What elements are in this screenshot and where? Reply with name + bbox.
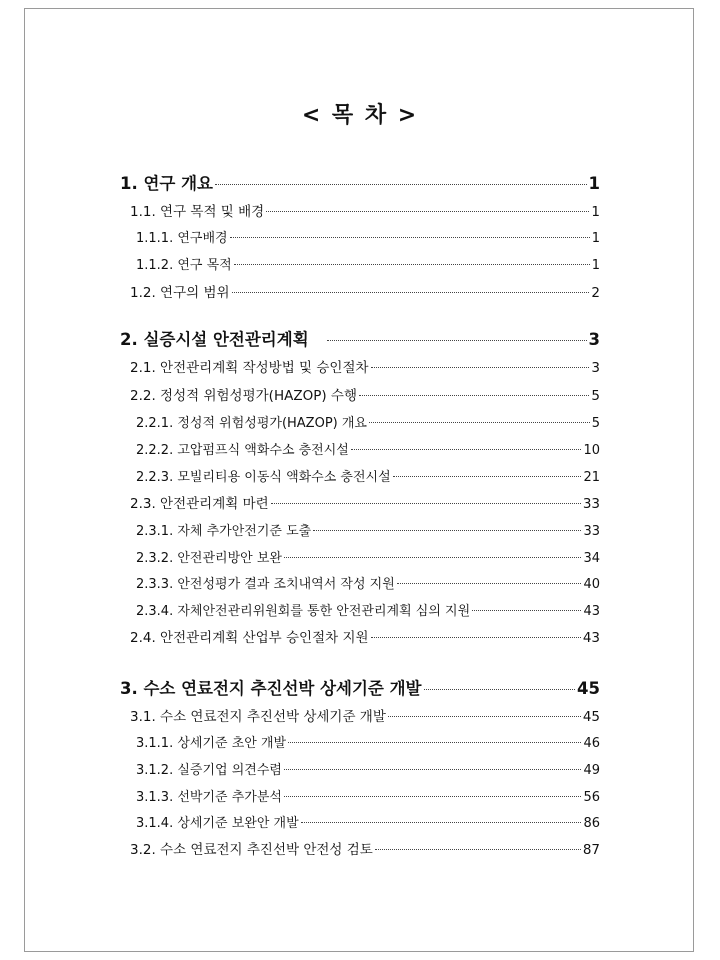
toc-entry-page: 3 <box>591 360 600 376</box>
toc-entry-3[interactable] <box>0 675 720 699</box>
toc-entry-label: 2.3.2. 안전관리방안 보완 <box>136 551 282 566</box>
toc-entry-label: 3.1.4. 상세기준 보완안 개발 <box>136 816 299 831</box>
dot-leader <box>215 184 587 185</box>
toc-entry-1-1[interactable] <box>0 200 720 220</box>
toc-entry-page: 43 <box>583 604 600 619</box>
toc-entry-label: 2.2. 정성적 위험성평가(HAZOP) 수행 <box>130 388 357 404</box>
toc-entry-1-1-2[interactable] <box>0 254 720 273</box>
toc-entry-label: 2.2.1. 정성적 위험성평가(HAZOP) 개요 <box>136 416 367 431</box>
toc-entry-page: 1 <box>591 231 600 246</box>
toc-entry-label: 3. 수소 연료전지 추진선박 상세기준 개발 <box>120 679 422 698</box>
toc-entry-label: 2.3. 안전관리계획 마련 <box>130 496 269 512</box>
dot-leader <box>369 422 590 423</box>
dot-leader <box>375 849 581 850</box>
toc-entry-2-3-2[interactable] <box>0 547 720 566</box>
dot-leader <box>266 211 589 212</box>
toc-entry-1-2[interactable] <box>0 281 720 301</box>
toc-entry-label: 1.1.2. 연구 목적 <box>136 258 232 273</box>
toc-entry-page: 5 <box>591 388 600 404</box>
toc-entry-label: 3.1.3. 선박기준 추가분석 <box>136 790 282 805</box>
toc-entry-page: 49 <box>583 763 600 778</box>
dot-leader <box>284 557 582 558</box>
toc-entry-page: 1 <box>588 174 600 193</box>
dot-leader <box>424 689 576 690</box>
toc-entry-label: 2.3.4. 자체안전관리위원회를 통한 안전관리계획 심의 지원 <box>136 604 471 619</box>
toc-entry-3-1-3[interactable] <box>0 786 720 805</box>
toc-entry-page: 87 <box>582 842 600 858</box>
dot-leader <box>472 610 581 611</box>
toc-entry-page: 3 <box>588 330 600 349</box>
dot-leader <box>397 583 582 584</box>
toc-entry-label: 2. 실증시설 안전관리계획 <box>120 330 309 349</box>
toc-entry-page: 40 <box>583 577 600 592</box>
toc-entry-label: 3.1.2. 실증기업 의견수렴 <box>136 763 282 778</box>
dot-leader <box>327 340 587 341</box>
toc-entry-label: 1.2. 연구의 범위 <box>130 285 230 301</box>
toc-entry-label: 1.1.1. 연구배경 <box>136 231 228 246</box>
dot-leader <box>371 367 590 368</box>
toc-entry-3-2[interactable] <box>0 838 720 858</box>
toc-entry-page: 10 <box>583 443 600 458</box>
toc-entry-2[interactable] <box>0 326 720 350</box>
dot-leader <box>359 395 589 396</box>
toc-entry-2-1[interactable] <box>0 356 720 376</box>
toc-entry-2-2[interactable] <box>0 384 720 404</box>
dot-leader <box>393 476 582 477</box>
toc-entry-page: 86 <box>583 816 600 831</box>
toc-entry-2-3-3[interactable] <box>0 573 720 592</box>
toc-entry-label: 2.3.1. 자체 추가안전기준 도출 <box>136 524 312 539</box>
toc-entry-2-2-1[interactable] <box>0 412 720 431</box>
toc-entry-1-1-1[interactable] <box>0 227 720 246</box>
toc-entry-label: 1.1. 연구 목적 및 배경 <box>130 204 265 220</box>
dot-leader <box>288 742 581 743</box>
toc-entry-2-2-2[interactable] <box>0 439 720 458</box>
dot-leader <box>371 637 581 638</box>
dot-leader <box>271 503 581 504</box>
toc-entry-page: 21 <box>583 470 600 485</box>
toc-entry-page: 45 <box>577 679 600 698</box>
toc-entry-label: 2.3.3. 안전성평가 결과 조치내역서 작성 지원 <box>136 577 395 592</box>
toc-entry-1[interactable] <box>0 170 720 194</box>
toc-entry-page: 1 <box>591 204 600 220</box>
toc-entry-2-2-3[interactable] <box>0 466 720 485</box>
toc-entry-2-3[interactable] <box>0 492 720 512</box>
toc-entry-3-1-2[interactable] <box>0 759 720 778</box>
dot-leader <box>351 449 582 450</box>
dot-leader <box>284 769 582 770</box>
toc-entry-3-1-4[interactable] <box>0 812 720 831</box>
toc-entry-3-1-1[interactable] <box>0 732 720 751</box>
toc-entry-page: 56 <box>583 790 600 805</box>
toc-entry-label: 2.4. 안전관리계획 산업부 승인절차 지원 <box>130 630 369 646</box>
toc-entry-2-3-4[interactable] <box>0 600 720 619</box>
toc-entry-page: 5 <box>591 416 600 431</box>
toc-entry-page: 43 <box>582 630 600 646</box>
dot-leader <box>234 264 590 265</box>
dot-leader <box>284 796 582 797</box>
dot-leader <box>313 530 581 531</box>
toc-entry-2-4[interactable] <box>0 626 720 646</box>
dot-leader <box>301 822 582 823</box>
dot-leader <box>232 292 590 293</box>
toc-entry-page: 33 <box>583 524 600 539</box>
toc-title: < 목 차 > <box>301 103 419 128</box>
toc-entry-label: 1. 연구 개요 <box>120 174 213 193</box>
toc-entry-label: 2.2.3. 모빌리티용 이동식 액화수소 충전시설 <box>136 470 391 485</box>
toc-entry-page: 45 <box>582 709 600 725</box>
toc-entry-2-3-1[interactable] <box>0 520 720 539</box>
toc-entry-label: 2.1. 안전관리계획 작성방법 및 승인절차 <box>130 360 369 376</box>
toc-entry-page: 46 <box>583 736 600 751</box>
toc-entry-3-1[interactable] <box>0 705 720 725</box>
toc-entry-page: 2 <box>591 285 600 301</box>
toc-entry-label: 2.2.2. 고압펌프식 액화수소 충전시설 <box>136 443 349 458</box>
toc-entry-label: 3.1. 수소 연료전지 추진선박 상세기준 개발 <box>130 709 386 725</box>
dot-leader <box>230 237 590 238</box>
toc-entry-page: 33 <box>582 496 600 512</box>
toc-entry-page: 1 <box>591 258 600 273</box>
toc-entry-label: 3.1.1. 상세기준 초안 개발 <box>136 736 287 751</box>
dot-leader <box>388 716 581 717</box>
toc-entry-label: 3.2. 수소 연료전지 추진선박 안전성 검토 <box>130 842 373 858</box>
toc-entry-page: 34 <box>583 551 600 566</box>
